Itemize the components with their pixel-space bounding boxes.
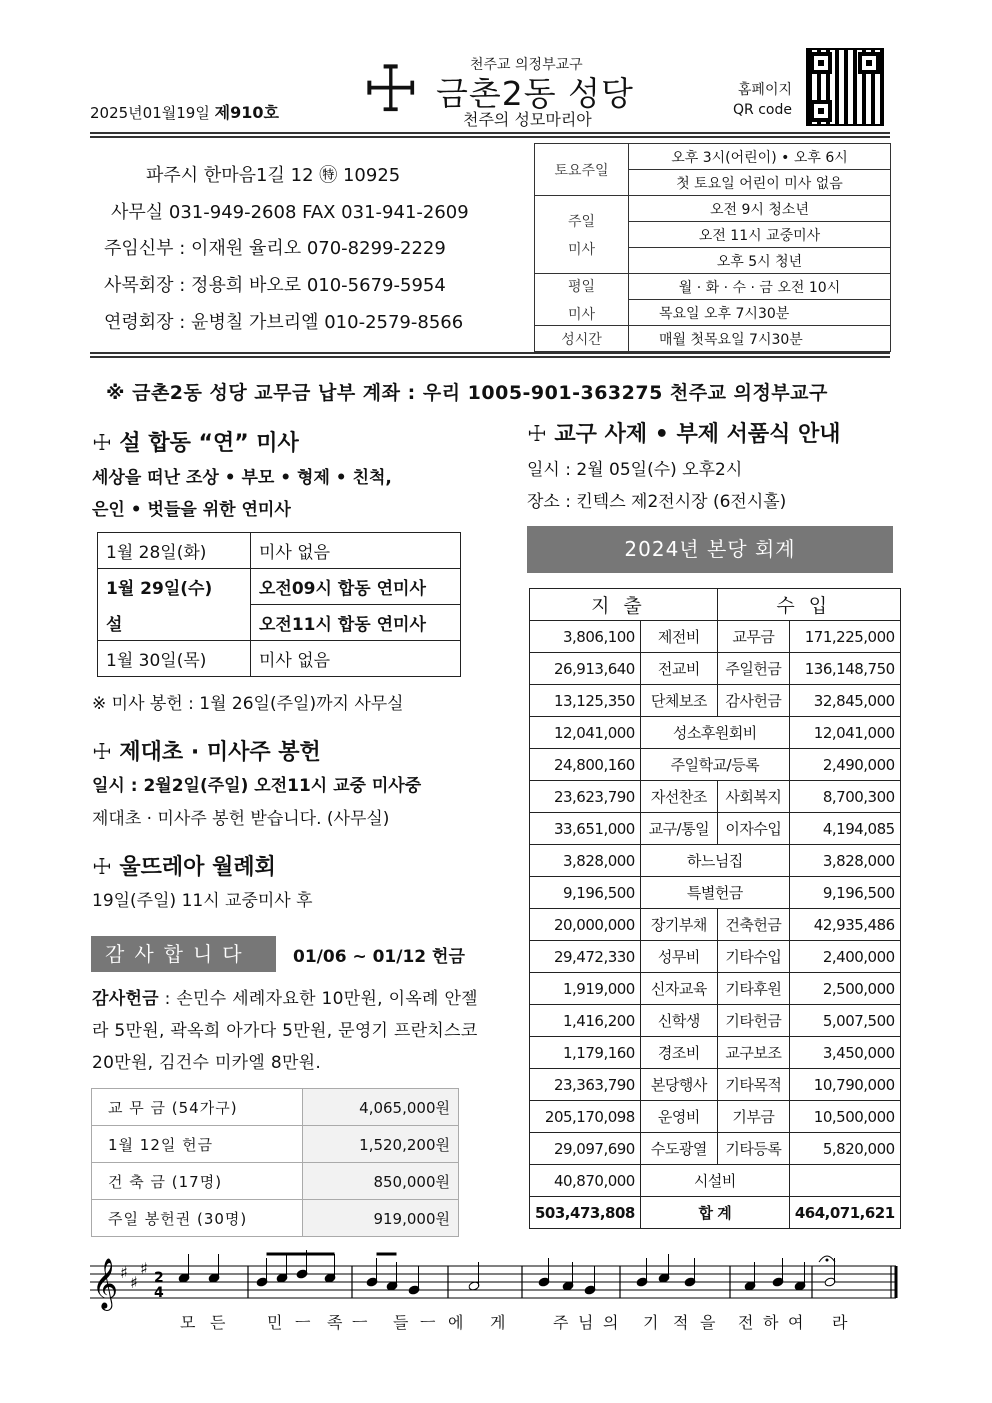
memorial-desc-2: 은인 • 벗들을 위한 연미사	[92, 500, 291, 520]
ordination-line-1: 일시 : 2월 05일(수) 오후2시	[527, 460, 743, 480]
contact-divider	[90, 352, 890, 358]
holy-hour-label: 성시간	[535, 326, 629, 352]
expense-amount: 3,828,000	[530, 845, 641, 877]
expense-amount: 24,800,160	[530, 749, 641, 781]
offering-value: 850,000원	[303, 1163, 459, 1200]
offering-value: 4,065,000원	[303, 1089, 459, 1126]
income-item: 기타헌금	[717, 1005, 789, 1037]
expense-item: 단체보조	[640, 685, 717, 717]
donation-account: ※ 금촌2동 성당 교무금 납부 계좌 : 우리 1005-901-363275 천주교 의정부교구	[106, 382, 828, 404]
accounting-row	[530, 717, 901, 749]
weekday-mass-1: 월 · 화 · 수 · 금 오전 10시	[629, 274, 891, 300]
memorial-schedule-table	[97, 532, 461, 677]
income-item: 기타수입	[717, 941, 789, 973]
patron-saint: 천주의 성모마리아	[463, 110, 592, 129]
account-item: 성소후원회비	[640, 717, 789, 749]
cross-bullet-icon: ☩	[92, 431, 112, 456]
weekday-label	[535, 274, 629, 326]
account-item: 시설비	[640, 1165, 789, 1197]
income-item: 주일헌금	[717, 653, 789, 685]
address: 파주시 한마음1길 12 ㊕ 10925	[146, 165, 401, 186]
issue-number: 제910호	[214, 103, 279, 122]
accounting-row	[530, 781, 901, 813]
income-item: 건축헌금	[717, 909, 789, 941]
income-amount: 136,148,750	[789, 653, 900, 685]
lyric-syllable: ㅡ	[295, 1313, 311, 1332]
expense-amount: 23,363,790	[530, 1069, 641, 1101]
qr-code-icon[interactable]	[806, 48, 884, 126]
qr-label-code: QR code	[733, 102, 792, 118]
expense-amount: 40,870,000	[530, 1165, 641, 1197]
council-contact: 사목회장 : 정용희 바오로 010-5679-5954	[104, 275, 446, 296]
expense-item: 제전비	[640, 621, 717, 653]
expense-amount: 29,097,690	[530, 1133, 641, 1165]
lyric-syllable: 게	[490, 1313, 506, 1332]
expense-item: 전교비	[640, 653, 717, 685]
income-amount: 32,845,000	[789, 685, 900, 717]
lyric-syllable: 하	[763, 1313, 779, 1332]
expense-amount: 205,170,098	[530, 1101, 641, 1133]
sunday-label	[535, 196, 629, 274]
expense-amount: 13,125,350	[530, 685, 641, 717]
offering-summary-table	[91, 1088, 459, 1237]
memorial-note: ※ 미사 봉헌 : 1월 26일(주일)까지 사무실	[92, 694, 404, 714]
memorial-date: 설	[98, 605, 251, 641]
income-amount: 3,450,000	[789, 1037, 900, 1069]
offering-name: 1월 12일 헌금	[92, 1126, 303, 1163]
diocese-name: 천주교 의정부교구	[470, 57, 583, 73]
svg-text:♯: ♯	[130, 1273, 138, 1292]
accounting-row	[530, 1165, 901, 1197]
saturday-mass-1: 오후 3시(어린이) • 오후 6시	[629, 144, 891, 170]
sunday-mass-2: 오전 11시 교중미사	[629, 222, 891, 248]
income-amount: 2,500,000	[789, 973, 900, 1005]
income-amount: 5,820,000	[789, 1133, 900, 1165]
income-item: 교무금	[717, 621, 789, 653]
expense-item: 성무비	[640, 941, 717, 973]
lyric-syllable: 의	[603, 1313, 619, 1332]
memorial-info: 미사 없음	[251, 533, 461, 569]
treble-clef-icon: 𝄞	[92, 1258, 119, 1309]
accounting-row	[530, 1069, 901, 1101]
accounting-row	[530, 653, 901, 685]
expense-header: 지출	[530, 589, 718, 621]
account-item: 특별헌금	[640, 877, 789, 909]
accounting-row	[530, 973, 901, 1005]
lyric-syllable: 민	[267, 1313, 283, 1332]
altar-offering-line-1: 일시 : 2월2일(주일) 오전11시 교중 미사중	[92, 776, 422, 796]
qr-label	[718, 80, 792, 120]
federation-contact: 연령회장 : 윤병칠 가브리엘 010-2579-8566	[104, 312, 464, 333]
expense-amount: 20,000,000	[530, 909, 641, 941]
issue-info	[90, 100, 279, 123]
account-item: 주일학교/등록	[640, 749, 789, 781]
accounting-table	[529, 588, 901, 1229]
saturday-label: 토요주일	[535, 144, 629, 196]
offering-name: 건 축 금 (17명)	[92, 1163, 303, 1200]
accounting-row	[530, 1133, 901, 1165]
expense-item: 운영비	[640, 1101, 717, 1133]
sunday-mass-1: 오전 9시 청소년	[629, 196, 891, 222]
accounting-row	[530, 1005, 901, 1037]
lyric-syllable: 여	[788, 1313, 804, 1332]
lyric-syllable: 에	[448, 1313, 464, 1332]
income-item: 기부금	[717, 1101, 789, 1133]
lyric-syllable: 든	[210, 1313, 226, 1332]
thanks-text	[92, 983, 482, 1079]
memorial-info: 오전09시 합동 연미사	[251, 569, 461, 605]
altar-offering-title-text: 제대초 · 미사주 봉헌	[119, 740, 321, 765]
accounting-row	[530, 621, 901, 653]
altar-offering-title	[92, 735, 321, 766]
offering-name: 주일 봉헌권 (30명)	[92, 1200, 303, 1237]
ordination-title	[527, 417, 841, 448]
ordination-line-2: 장소 : 킨텍스 제2전시장 (6전시홀)	[527, 492, 787, 512]
offering-value: 919,000원	[303, 1200, 459, 1237]
weekday-label-1: 평일	[567, 278, 596, 295]
thanks-label: 감사헌금	[92, 989, 159, 1009]
total-label: 합 계	[640, 1197, 789, 1229]
ordination-title-text: 교구 사제 • 부제 서품식 안내	[554, 422, 841, 447]
account-item: 하느님집	[640, 845, 789, 877]
ultreya-title-text: 울뜨레아 월례회	[119, 855, 276, 880]
lyric-syllable: 적	[673, 1313, 689, 1332]
pastor-contact: 주임신부 : 이재원 율리오 070-8299-2229	[104, 238, 446, 259]
income-total: 464,071,621	[789, 1197, 900, 1229]
income-amount: 9,196,500	[789, 877, 900, 909]
accounting-row	[530, 1037, 901, 1069]
expense-amount: 12,041,000	[530, 717, 641, 749]
expense-item: 수도광열	[640, 1133, 717, 1165]
income-item: 감사헌금	[717, 685, 789, 717]
sunday-mass-3: 오후 5시 청년	[629, 248, 891, 274]
accounting-row	[530, 813, 901, 845]
lyric-syllable: 님	[578, 1313, 594, 1332]
expense-item: 신자교육	[640, 973, 717, 1005]
memorial-info: 오전11시 합동 연미사	[251, 605, 461, 641]
header-divider	[90, 132, 890, 138]
accounting-row	[530, 877, 901, 909]
accounting-row	[530, 749, 901, 781]
ultreya-title	[92, 850, 276, 881]
expense-amount: 29,472,330	[530, 941, 641, 973]
cross-bullet-icon: ☩	[92, 740, 112, 765]
income-item: 기타후원	[717, 973, 789, 1005]
altar-offering-line-2: 제대초 · 미사주 봉헌 받습니다. (사무실)	[92, 809, 390, 829]
lyric-syllable: 들	[393, 1313, 409, 1332]
expense-amount: 3,806,100	[530, 621, 641, 653]
lyric-syllable: ㅡ	[420, 1313, 436, 1332]
weekday-label-2: 미사	[567, 306, 596, 323]
income-amount: 2,490,000	[789, 749, 900, 781]
mass-schedule-table	[534, 143, 891, 352]
svg-text:2: 2	[154, 1270, 164, 1286]
expense-item: 경조비	[640, 1037, 717, 1069]
cross-bullet-icon: ☩	[527, 422, 547, 447]
lyric-syllable: 족	[327, 1313, 343, 1332]
income-amount: 4,194,085	[789, 813, 900, 845]
income-amount: 3,828,000	[789, 845, 900, 877]
income-amount: 10,790,000	[789, 1069, 900, 1101]
issue-date: 2025년01월19일	[90, 104, 210, 122]
memorial-date: 1월 29일(수)	[98, 569, 251, 605]
lyric-syllable: 모	[180, 1313, 196, 1332]
sunday-label-2: 미사	[567, 241, 596, 258]
expense-amount: 23,623,790	[530, 781, 641, 813]
income-amount	[789, 1165, 900, 1197]
lyric-syllable: ㅡ	[352, 1313, 368, 1332]
accounting-total-row	[530, 1197, 901, 1229]
memorial-date: 1월 28일(화)	[98, 533, 251, 569]
accounting-row	[530, 909, 901, 941]
income-item: 사회복지	[717, 781, 789, 813]
income-amount: 42,935,486	[789, 909, 900, 941]
lyric-syllable: 기	[643, 1313, 659, 1332]
thanks-period: 01/06 ~ 01/12 헌금	[293, 947, 465, 967]
lyric-syllable: 을	[700, 1313, 716, 1332]
expense-item: 신학생	[640, 1005, 717, 1037]
accounting-row	[530, 845, 901, 877]
income-amount: 171,225,000	[789, 621, 900, 653]
expense-total: 503,473,808	[530, 1197, 641, 1229]
svg-text:♯: ♯	[140, 1259, 148, 1278]
expense-amount: 33,651,000	[530, 813, 641, 845]
memorial-desc-1: 세상을 떠난 조상 • 부모 • 형제 • 친척,	[92, 468, 392, 488]
income-header: 수입	[717, 589, 900, 621]
office-phone: 사무실 031-949-2608 FAX 031-941-2609	[111, 202, 469, 223]
expense-amount: 1,919,000	[530, 973, 641, 1005]
weekday-mass-2: 목요일 오후 7시30분	[629, 300, 891, 326]
offering-value: 1,520,200원	[303, 1126, 459, 1163]
memorial-date: 1월 30일(목)	[98, 641, 251, 677]
svg-text:4: 4	[154, 1285, 164, 1301]
expense-amount: 26,913,640	[530, 653, 641, 685]
cross-bullet-icon: ☩	[92, 855, 112, 880]
ultreya-line-1: 19일(주일) 11시 교중미사 후	[92, 891, 313, 911]
svg-text:♯: ♯	[120, 1263, 128, 1282]
income-item: 기타등록	[717, 1133, 789, 1165]
expense-amount: 1,416,200	[530, 1005, 641, 1037]
income-amount: 2,400,000	[789, 941, 900, 973]
holy-hour-time: 매월 첫목요일 7시30분	[629, 326, 891, 352]
expense-item: 교구/통일	[640, 813, 717, 845]
qr-label-homepage: 홈페이지	[737, 82, 792, 98]
lyric-syllable: 라	[832, 1313, 848, 1332]
expense-item: 본당행사	[640, 1069, 717, 1101]
income-amount: 8,700,300	[789, 781, 900, 813]
memorial-mass-title	[92, 426, 299, 457]
income-item: 이자수입	[717, 813, 789, 845]
parish-name: 금촌2동 성당	[436, 74, 634, 113]
income-item: 기타목적	[717, 1069, 789, 1101]
sunday-label-1: 주일	[567, 213, 596, 230]
income-amount: 5,007,500	[789, 1005, 900, 1037]
expense-item: 장기부채	[640, 909, 717, 941]
accounting-banner: 2024년 본당 회계	[527, 526, 893, 573]
memorial-title-text: 설 합동 “연” 미사	[119, 431, 299, 456]
thanks-donors: : 손민수 세례자요한 10만원, 이옥례 안젤라 5만원, 곽옥희 아가다 5만원, 문영기 프란치스코 20만원, 김건수 미카엘 8만원.	[92, 989, 478, 1073]
income-amount: 10,500,000	[789, 1101, 900, 1133]
expense-item: 자선찬조	[640, 781, 717, 813]
expense-amount: 1,179,160	[530, 1037, 641, 1069]
expense-amount: 9,196,500	[530, 877, 641, 909]
income-item: 교구보조	[717, 1037, 789, 1069]
memorial-info: 미사 없음	[251, 641, 461, 677]
accounting-row	[530, 941, 901, 973]
accounting-row	[530, 685, 901, 717]
income-amount: 12,041,000	[789, 717, 900, 749]
offering-name: 교 무 금 (54가구)	[92, 1089, 303, 1126]
lyric-syllable: 주	[553, 1313, 569, 1332]
saturday-mass-2: 첫 토요일 어린이 미사 없음	[629, 170, 891, 196]
thanks-banner: 감사합니다	[91, 936, 276, 972]
lyric-syllable: 전	[738, 1313, 754, 1332]
accounting-row	[530, 1101, 901, 1133]
parish-cross-logo-icon: ☩	[362, 53, 420, 127]
